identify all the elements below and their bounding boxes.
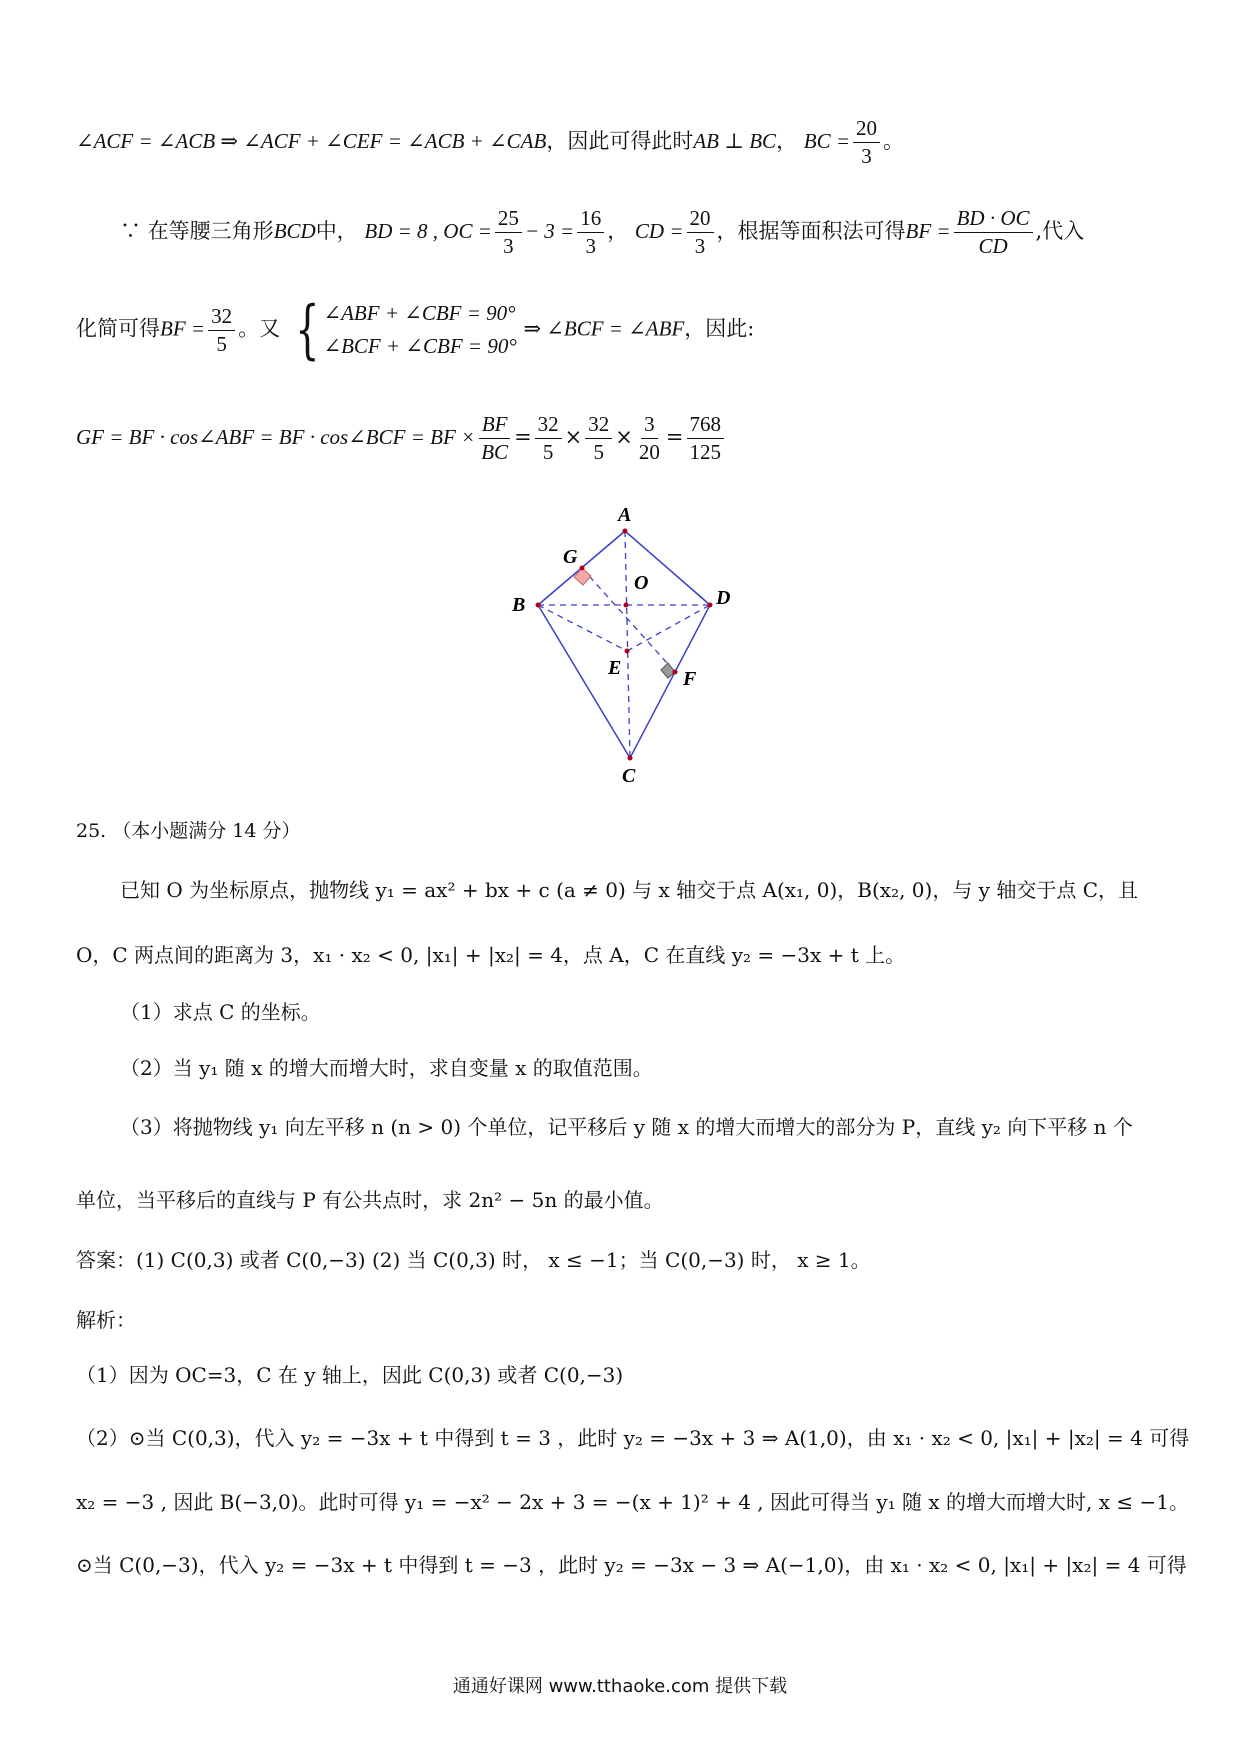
text-segment: ，根据等面积法可得 xyxy=(716,219,906,243)
bd-expression: BD = 8 , OC = xyxy=(364,219,492,243)
fraction-den: 5 xyxy=(542,440,554,464)
fraction-bf xyxy=(954,208,1033,257)
q25-sub-1: （1）求点 C 的坐标。 xyxy=(120,1000,321,1024)
text-segment: ∵ 在等腰三角形 xyxy=(120,219,274,243)
times: × xyxy=(564,425,583,449)
fraction-den: 20 xyxy=(638,440,660,464)
label-c: C xyxy=(622,765,636,787)
analysis-1: （1）因为 OC=3，C 在 y 轴上，因此 C(0,3) 或者 C(0,−3) xyxy=(76,1363,624,1387)
point-o xyxy=(624,603,629,608)
point-a xyxy=(623,529,628,534)
point-d xyxy=(708,603,713,608)
q25-paragraph-1: 已知 O 为坐标原点，抛物线 y₁ = ax² + bx + c (a ≠ 0) 与 x 轴交于点 A(x₁, 0)，B(x₂, 0)，与 y 轴交于点 C，且 xyxy=(120,878,1138,902)
gf-equation: GF = BF · cos∠ABF = BF · cos∠BCF = BF × xyxy=(76,425,476,449)
line-3 xyxy=(76,293,755,367)
fraction-result xyxy=(687,414,725,463)
times: × xyxy=(615,425,633,449)
analysis-2a: （2）⊙当 C(0,3)，代入 y₂ = −3x + t 中得到 t = 3 ，此时 y₂ = −3x + 3 ⇒ A(1,0)，由 x₁ · x₂ < 0, |x₁| + |x₂| = 4 可得 xyxy=(76,1426,1190,1450)
angle-equation: ∠ACF = ∠ACB ⇒ ∠ACF + ∠CEF = ∠ACB + ∠CAB xyxy=(76,129,547,153)
fraction-bf-bc xyxy=(478,414,511,463)
fraction-num: 20 xyxy=(687,208,714,233)
analysis-2b: x₂ = −3 , 因此 B(−3,0)。此时可得 y₁ = −x² − 2x + 3 = −(x + 1)² + 4 , 因此可得当 y₁ 随 x 的增大而增大时, x ≤ −1。 xyxy=(76,1490,1189,1514)
text-segment: 化简可得 xyxy=(76,316,160,341)
fraction-num: 25 xyxy=(495,208,522,233)
text-segment: 。又 xyxy=(238,316,281,341)
point-e xyxy=(625,649,630,654)
fraction-den: 5 xyxy=(216,331,227,356)
edge-bc xyxy=(538,605,630,758)
system-row-2: ∠BCF + ∠CBF = 90° xyxy=(323,334,517,358)
fraction-4 xyxy=(636,414,663,463)
label-b: B xyxy=(512,594,526,616)
fraction-den: 3 xyxy=(503,234,514,258)
bc-label: BC = xyxy=(803,129,851,153)
cd-label: CD = xyxy=(634,219,684,243)
equals: = xyxy=(665,425,684,449)
left-brace: { xyxy=(294,293,320,367)
geometry-diagram xyxy=(500,495,750,795)
implication: ⇒ ∠BCF = ∠ABF xyxy=(523,316,685,341)
right-angle-marker-g xyxy=(574,568,591,585)
label-d: D xyxy=(716,587,731,609)
system-rows xyxy=(323,303,516,357)
answer-line: 答案：(1) C(0,3) 或者 C(0,−3) (2) 当 C(0,3) 时， x ≤ −1；当 C(0,−3) 时， x ≥ 1。 xyxy=(76,1248,871,1272)
fraction-cd xyxy=(687,208,714,257)
dashed-gf xyxy=(582,568,675,672)
fraction-num: 768 xyxy=(687,414,725,439)
q25-paragraph-2: O，C 两点间的距离为 3，x₁ · x₂ < 0, |x₁| + |x₂| = 4，点 A，C 在直线 y₂ = −3x + t 上。 xyxy=(76,943,906,967)
fraction-num: 32 xyxy=(535,414,562,439)
system-row-1: ∠ABF + ∠CBF = 90° xyxy=(323,301,516,325)
separator: ， xyxy=(776,129,798,153)
fraction-oc xyxy=(495,208,522,257)
fraction-3 xyxy=(585,414,612,463)
fraction-num: BD · OC xyxy=(954,208,1033,233)
point-g xyxy=(580,566,585,571)
fraction-den: 5 xyxy=(593,440,605,464)
q25-title: 25. （本小题满分 14 分） xyxy=(76,820,301,842)
q25-sub-3a: （3）将抛物线 y₁ 向左平移 n (n > 0) 个单位，记平移后 y 随 x 的增大而增大的部分为 P，直线 y₂ 向下平移 n 个 xyxy=(120,1115,1133,1139)
fraction-num: 32 xyxy=(208,306,235,331)
analysis-label: 解析： xyxy=(76,1308,136,1332)
fraction-bf-value xyxy=(208,303,235,356)
label-f: F xyxy=(683,668,697,690)
point-b xyxy=(536,603,541,608)
fraction-2 xyxy=(535,414,562,463)
perp-expression: AB ⊥ BC xyxy=(693,129,777,153)
text-segment: ，因此可得此时 xyxy=(546,129,694,153)
page-footer: 通通好课网 www.tthaoke.com 提供下载 xyxy=(452,1676,788,1697)
label-o: O xyxy=(634,572,649,594)
equation-system xyxy=(287,293,517,367)
fraction-num: 20 xyxy=(853,118,880,143)
bf-label: BF = xyxy=(160,316,206,341)
edge-dc xyxy=(630,605,710,758)
q25-sub-2: （2）当 y₁ 随 x 的增大而增大时，求自变量 x 的取值范围。 xyxy=(120,1056,653,1080)
line-4 xyxy=(76,414,727,463)
bf-label: BF = xyxy=(905,219,951,243)
fraction-den: 3 xyxy=(861,144,872,168)
fraction-bc xyxy=(853,118,880,167)
fraction-den: 3 xyxy=(694,234,706,258)
equals: = xyxy=(514,425,532,449)
fraction-num: BF xyxy=(479,414,511,439)
point-c xyxy=(628,756,633,761)
fraction-den: CD xyxy=(978,234,1008,258)
label-e: E xyxy=(608,657,622,679)
fraction-den: 125 xyxy=(689,440,721,464)
minus-expression: − 3 = xyxy=(524,219,575,243)
fraction-num: 16 xyxy=(577,208,604,233)
label-a: A xyxy=(618,504,632,526)
label-g: G xyxy=(563,546,578,568)
fraction-num: 3 xyxy=(641,414,658,439)
triangle-name: BCD xyxy=(273,219,316,243)
q25-sub-3b: 单位，当平移后的直线与 P 有公共点时，求 2n² − 5n 的最小值。 xyxy=(76,1188,664,1212)
point-f xyxy=(673,670,678,675)
fraction-den: BC xyxy=(481,440,509,464)
line-1 xyxy=(76,118,904,167)
text-segment: ,代入 xyxy=(1035,219,1085,243)
analysis-2c: ⊙当 C(0,−3)，代入 y₂ = −3x + t 中得到 t = −3 ，此时 y₂ = −3x − 3 ⇒ A(−1,0)，由 x₁ · x₂ < 0, |x₁| + |x₂| = 4 可得 xyxy=(76,1553,1187,1577)
fraction-oc2 xyxy=(577,208,604,257)
period: 。 xyxy=(883,129,905,153)
fraction-num: 32 xyxy=(585,414,612,439)
fraction-den: 3 xyxy=(585,234,596,258)
separator: ， xyxy=(607,219,629,243)
dashed-ac xyxy=(625,531,630,758)
line-2 xyxy=(120,208,1084,257)
text-segment: ，因此: xyxy=(684,316,755,341)
text-segment: 中， xyxy=(315,219,358,243)
